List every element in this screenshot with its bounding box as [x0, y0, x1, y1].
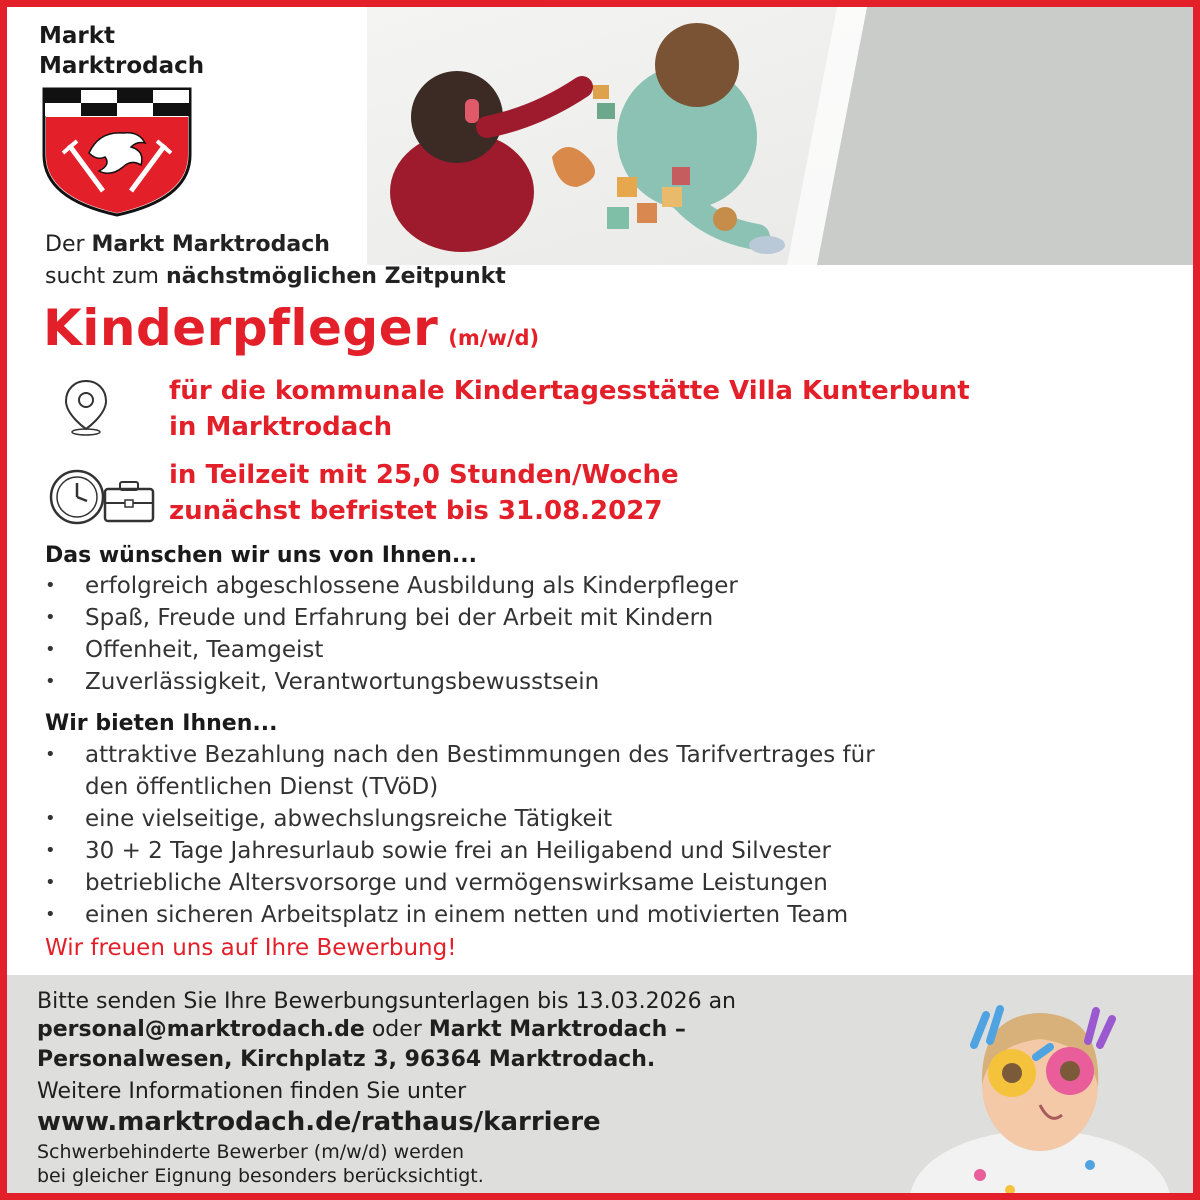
- contact-line2: [37, 1017, 686, 1042]
- photo-illustration: [367, 7, 1200, 265]
- contact-org: Markt Marktrodach –: [428, 1017, 686, 1042]
- intro-line2: [45, 261, 506, 293]
- contact-footer: [7, 975, 1200, 1200]
- career-url-link[interactable]: www.marktrodach.de/rathaus/karriere: [37, 1107, 601, 1137]
- contact-line1: Bitte senden Sie Ihre Bewerbungsunterlagen bis 13.03.2026 an: [37, 989, 737, 1014]
- intro-line2-bold: nächstmöglichen Zeitpunkt: [165, 264, 506, 289]
- location-pin-icon: [61, 377, 111, 437]
- org-name-line1: Markt: [39, 23, 116, 49]
- list-item: • attraktive Bezahlung nach den Bestimmungen des Tarifvertrages für: [45, 739, 875, 771]
- more-info-label: Weitere Informationen finden Sie unter: [37, 1079, 467, 1104]
- disability-note-line2: bei gleicher Eignung besonders berücksichtigt.: [37, 1165, 484, 1187]
- hours-line1: in Teilzeit mit 25,0 Stunden/Woche: [169, 460, 679, 490]
- hours-line2: zunächst befristet bis 31.08.2027: [169, 496, 663, 526]
- job-title: [43, 299, 539, 357]
- intro-line1: [45, 229, 506, 261]
- list-item-continuation: [45, 771, 875, 803]
- disability-note-line1: Schwerbehinderte Bewerber (m/w/d) werden: [37, 1141, 465, 1163]
- list-item: • 30 + 2 Tage Jahresurlaub sowie frei an Heiligabend und Silvester: [45, 835, 875, 867]
- list-item: • einen sicheren Arbeitsplatz in einem netten und motivierten Team: [45, 899, 875, 931]
- org-name: [39, 21, 204, 81]
- org-name-line2: Marktrodach: [39, 53, 205, 79]
- job-title-main: Kinderpfleger: [43, 299, 439, 357]
- requirements-list: [45, 570, 738, 698]
- offer-list: [45, 739, 875, 931]
- requirements-heading: Das wünschen wir uns von Ihnen...: [45, 543, 477, 568]
- list-item: • eine vielseitige, abwechslungsreiche Tätigkeit: [45, 803, 875, 835]
- list-item: • erfolgreich abgeschlossene Ausbildung als Kinderpfleger: [45, 570, 738, 602]
- contact-or: oder: [364, 1017, 429, 1042]
- location-line2: in Marktrodach: [169, 412, 393, 442]
- list-item: • Offenheit, Teamgeist: [45, 634, 738, 666]
- offer-heading: Wir bieten Ihnen...: [45, 711, 278, 736]
- call-to-action: Wir freuen uns auf Ihre Bewerbung!: [45, 935, 457, 961]
- list-item-continuation-text: den öffentlichen Dienst (TVöD): [85, 774, 439, 800]
- intro-line1-prefix: Der: [45, 232, 92, 257]
- intro-line2-prefix: sucht zum: [45, 264, 166, 289]
- intro-text: [45, 229, 506, 293]
- list-item: • betriebliche Altersvorsorge und vermögenswirksame Leistungen: [45, 867, 875, 899]
- coat-of-arms-icon: [41, 87, 193, 217]
- girl-painted-hands-photo: [890, 975, 1200, 1200]
- contact-email-link[interactable]: personal@marktrodach.de: [37, 1017, 365, 1042]
- list-item: • Zuverlässigkeit, Verantwortungsbewusstsein: [45, 666, 738, 698]
- clock-briefcase-icon: [47, 467, 159, 527]
- contact-address: Personalwesen, Kirchplatz 3, 96364 Marktrodach.: [37, 1047, 656, 1072]
- children-playing-photo: [367, 7, 1200, 265]
- location-line1: für die kommunale Kindertagesstätte Villa Kunterbunt: [169, 376, 970, 406]
- intro-line1-bold: Markt Marktrodach: [91, 232, 330, 257]
- list-item: • Spaß, Freude und Erfahrung bei der Arbeit mit Kindern: [45, 602, 738, 634]
- job-title-gender: (m/w/d): [448, 326, 540, 350]
